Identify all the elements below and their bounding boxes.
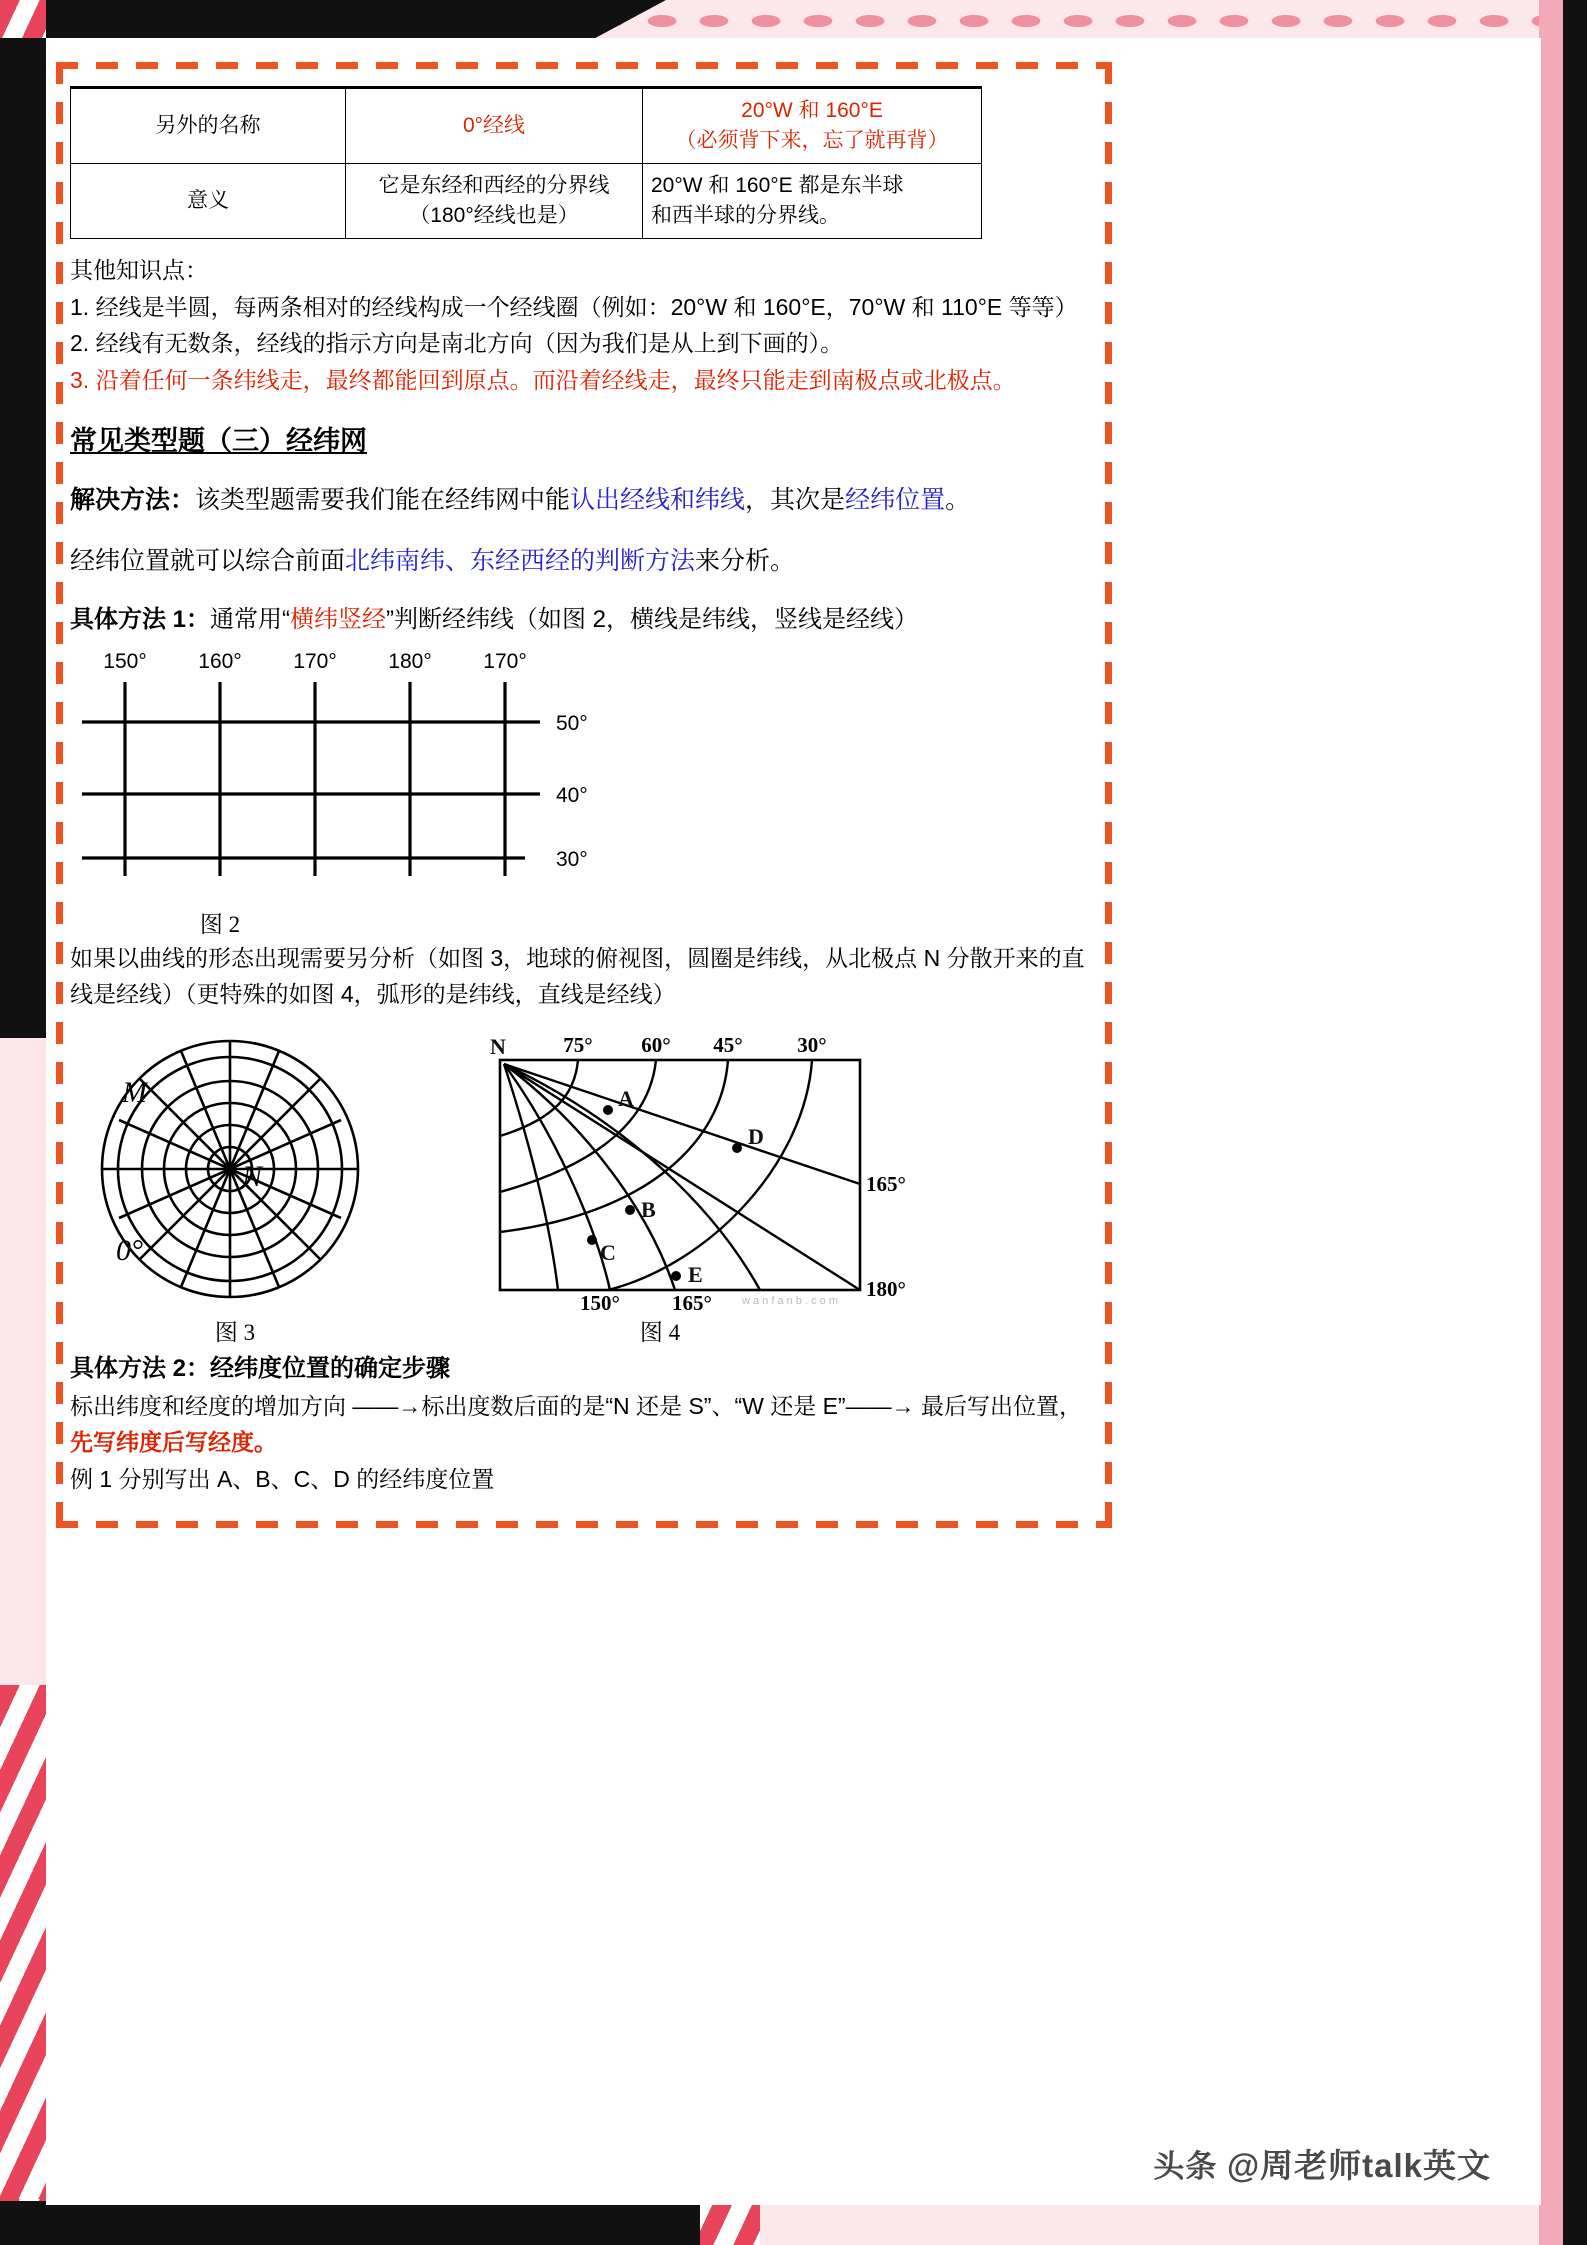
figure-2-caption: 图 2 [199, 911, 241, 937]
solution-text-1: 该类型题需要我们能在经纬网中能 [195, 487, 571, 514]
fig2-lat-label: 30° [556, 847, 588, 871]
fig4-top-label: 75° [563, 1032, 593, 1057]
watermark-handle: @周老师talk英文 [1226, 2147, 1491, 2184]
row-col2-cell [346, 164, 643, 239]
section-title: 常见类型题（三）经纬网 [70, 426, 367, 456]
other-points-item: 2. 经线有无数条，经线的指示方向是南北方向（因为我们是从上到下画的）。 [70, 330, 844, 356]
watermark-prefix: 头条 [1153, 2149, 1218, 2184]
figure-3-caption: 图 3 [214, 1319, 256, 1345]
fig3-label-zero: 0° [116, 1233, 143, 1267]
arrow-icon: ——→ [352, 1392, 422, 1419]
cell-text: 它是东经和西经的分界线 [378, 173, 610, 197]
fig4-watermark: w a n f a n b . c o m [742, 1294, 838, 1307]
decor-black-left [0, 38, 46, 1038]
fig3-label-m: M [122, 1075, 147, 1109]
method2-steps [70, 1389, 1100, 1424]
method1-text-a: 通常用“ [210, 605, 291, 633]
fig2-lat-label: 50° [556, 711, 588, 735]
figures-row [70, 1024, 1100, 1347]
table-row [71, 88, 982, 164]
method2-heading [70, 1351, 1100, 1387]
method2-step-a: 标出纬度和经度的增加方向 [70, 1392, 346, 1419]
position-analysis-paragraph [70, 543, 1100, 582]
method1-highlight: 横纬竖经 [290, 605, 387, 633]
fig4-right-label: 180° [866, 1276, 906, 1301]
para2-highlight: 北纬南纬、东经西经的判断方法 [345, 547, 696, 575]
method1-text-b: ”判断经纬线（如图 2，横线是纬线，竖线是经线） [386, 605, 919, 633]
fig2-lon-label: 170° [483, 649, 527, 673]
other-points-item: 1. 经线是半圆，每两条相对的经线构成一个经线圈（例如：20°W 和 160°E，70°W 和 110°E 等等） [70, 293, 1078, 320]
row-col3-cell [643, 164, 982, 239]
table-row [71, 164, 982, 239]
other-points-heading: 其他知识点： [70, 257, 208, 283]
fig4-label-pole: N [490, 1033, 506, 1059]
figure-2 [70, 644, 1100, 939]
fig4-label-e: E [688, 1261, 703, 1287]
fig4-point-e [671, 1271, 681, 1281]
row-col2-cell [346, 88, 643, 164]
row-label-cell [71, 88, 346, 164]
decor-black-bottom [0, 2201, 700, 2245]
solution-prefix: 解决方法： [70, 487, 196, 514]
other-points-item: 3. 沿着任何一条纬线走，最终都能回到原点。而沿着经线走，最终只能走到南极点或北极点。 [70, 366, 1016, 393]
solution-highlight-2: 经纬位置 [845, 487, 946, 514]
decor-black-right [1563, 0, 1587, 2245]
figure-3-graphic [70, 1024, 400, 1314]
cell-text: 0°经线 [462, 113, 526, 137]
fig4-top-label: 45° [713, 1032, 743, 1057]
document-content [70, 86, 1100, 1496]
example-line: 例 1 分别写出 A、B、C、D 的经纬度位置 [70, 1465, 495, 1492]
fig4-top-label: 30° [797, 1032, 827, 1057]
method1-paragraph [70, 602, 1100, 638]
fig4-point-b [625, 1205, 635, 1215]
row-label: 另外的名称 [155, 113, 261, 137]
fig4-right-label: 165° [866, 1171, 906, 1196]
solution-method-paragraph [70, 482, 1100, 521]
cell-text: 20°W 和 160°E 都是东半球 [651, 173, 904, 197]
decor-black-top [46, 0, 666, 40]
method2-title: 经纬度位置的确定步骤 [210, 1354, 451, 1382]
fig2-lon-label: 150° [103, 649, 147, 673]
fig4-bottom-label: 150° [580, 1290, 620, 1314]
fig4-top-label: 60° [641, 1032, 671, 1057]
cell-text: （180°经线也是） [409, 204, 579, 227]
method2-step-b: 标出度数后面的是“N 还是 S”、“W 还是 E” [421, 1392, 846, 1419]
method1-label: 具体方法 1： [70, 605, 211, 633]
figure-4 [460, 1024, 930, 1347]
figure-intro-line2: 线是经线）（更特殊的如图 4，弧形的是纬线，直线是经线） [70, 981, 676, 1007]
fig4-bottom-label: 165° [672, 1290, 712, 1314]
fig2-lat-label: 40° [556, 783, 588, 807]
cell-text: 20°W 和 160°E [741, 98, 883, 122]
method2-highlight: 先写纬度后写经度。 [70, 1429, 277, 1455]
fig4-label-c: C [600, 1239, 616, 1265]
row-col3-cell [643, 88, 982, 164]
para2-text-a: 经纬位置就可以综合前面 [70, 547, 346, 575]
fig3-label-n: N [242, 1159, 263, 1193]
fig4-point-c [587, 1235, 597, 1245]
solution-text-2: ，其次是 [745, 487, 846, 514]
fig2-lon-label: 170° [293, 649, 337, 673]
figure-2-graphic [70, 644, 630, 904]
fig4-label-b: B [641, 1196, 656, 1222]
decor-dots-top [480, 10, 1560, 32]
para2-text-b: 来分析。 [695, 547, 796, 575]
row-label: 意义 [187, 188, 229, 212]
figure-3 [70, 1024, 400, 1347]
solution-highlight-1: 认出经线和纬线 [570, 487, 746, 514]
fig2-lon-label: 180° [388, 649, 432, 673]
fig4-point-d [732, 1143, 742, 1153]
arrow-icon: ——→ [845, 1392, 915, 1419]
fig2-lon-label: 160° [198, 649, 242, 673]
solution-text-3: 。 [945, 487, 971, 514]
meridian-info-table [70, 86, 982, 239]
figure-4-graphic [460, 1024, 930, 1314]
row-label-cell [71, 164, 346, 239]
cell-text: （必须背下来，忘了就再背） [675, 129, 949, 152]
fig4-point-a [603, 1105, 613, 1115]
watermark [1153, 2140, 1491, 2187]
figure-intro-line1: 如果以曲线的形态出现需要另分析（如图 3，地球的俯视图，圆圈是纬线，从北极点 N 分散开来的直 [70, 944, 1085, 971]
cell-text: 和西半球的分界线。 [651, 204, 840, 227]
figure-4-caption: 图 4 [639, 1319, 681, 1345]
fig4-label-a: A [618, 1085, 634, 1111]
method2-label: 具体方法 2： [70, 1354, 211, 1382]
fig3-pole-dot [224, 1163, 236, 1175]
method2-step-c: 最后写出位置， [920, 1392, 1082, 1419]
fig4-label-d: D [748, 1123, 764, 1149]
decor-pink-right [1539, 0, 1563, 2245]
